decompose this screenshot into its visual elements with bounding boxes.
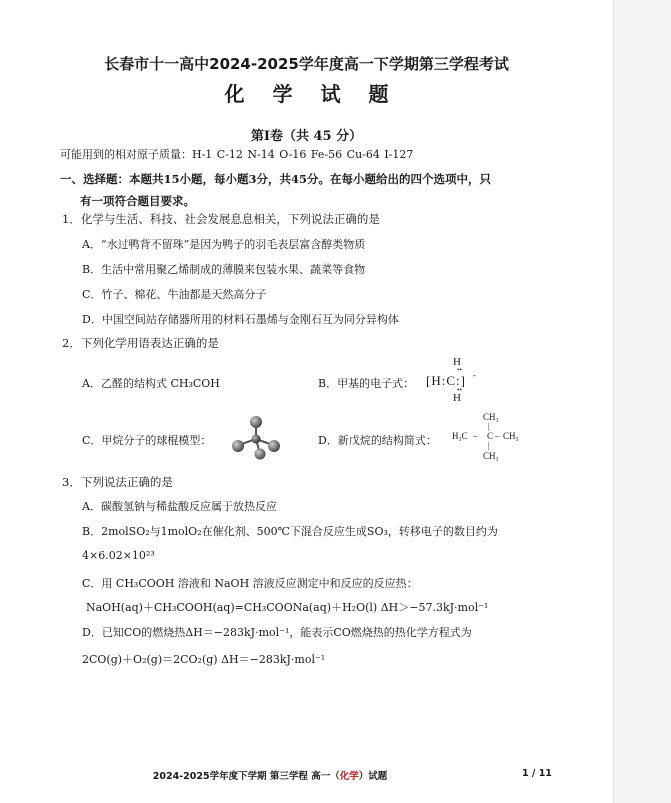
footer-subject: 化学	[339, 771, 359, 782]
viewer-side-panel	[613, 0, 671, 803]
methyl-mid: [H:C:]	[426, 373, 466, 388]
q3-option-c-line1: C．用 CH₃COOH 溶液和 NaOH 溶液反应测定中和反应的反应热：	[82, 577, 418, 590]
atomic-masses: 可能用到的相对原子质量：H-1 C-12 N-14 O-16 Fe-56 Cu-64 I-127	[60, 148, 414, 161]
part1-instructions-line1: 一、选择题：本题共15小题，每小题3分，共45分。在每小题给出的四个选项中，只	[60, 172, 492, 186]
bond-vertical-bottom: |	[488, 441, 490, 450]
q3-option-b-line1: B．2molSO₂与1molO₂在催化剂、500℃下混合反应生成SO₃，转移电子的数目约为	[82, 525, 498, 538]
q3-option-b-line2: 4×6.02×10²³	[82, 549, 155, 562]
q3-option-a: A．碳酸氢钠与稀盐酸反应属于放热反应	[82, 500, 277, 513]
bond-vertical-top: |	[488, 422, 490, 431]
footer-suffix: ）试题	[358, 771, 388, 782]
neopentane-top: CH₃	[483, 412, 499, 422]
hydrogen-atom	[232, 440, 244, 452]
methyl-h-bottom: H	[453, 392, 461, 404]
bond-left: –	[473, 431, 478, 441]
q2-option-c: C．甲烷分子的球棍模型：	[82, 434, 212, 447]
q1-option-b: B．生活中常用聚乙烯制成的薄膜来包装水果、蔬菜等食物	[82, 263, 366, 276]
q3-option-d-line1: D．已知CO的燃烧热ΔH＝−283kJ·mol⁻¹，能表示CO燃烧热的热化学方程式为	[82, 626, 472, 639]
neopentane-structure	[452, 412, 532, 464]
hydrogen-atom	[250, 416, 262, 428]
q1-option-a: A．“水过鸭背不留珠”是因为鸭子的羽毛表层富含醇类物质	[82, 238, 366, 251]
q2-option-a: A．乙醛的结构式 CH₃COH	[82, 377, 220, 390]
q2-option-b: B．甲基的电子式：	[318, 377, 415, 390]
section-heading: 第Ⅰ卷（共 45 分）	[250, 129, 363, 144]
footer-prefix: 2024-2025学年度下学期 第三学程 高一（	[152, 771, 340, 782]
methyl-charge: -	[473, 370, 476, 380]
methyl-electron-formula	[420, 356, 480, 404]
hydrogen-atom	[268, 440, 280, 452]
q1-option-c: C．竹子、棉花、牛油都是天然高分子	[82, 288, 267, 301]
q1-option-d: D．中国空间站存储器所用的材料石墨烯与金刚石互为同分异构体	[82, 313, 399, 326]
q2-stem: 2．下列化学用语表达正确的是	[62, 336, 219, 350]
q3-stem: 3．下列说法正确的是	[62, 475, 173, 489]
neopentane-right: CH₃	[503, 431, 519, 441]
page-footer	[0, 768, 540, 782]
neopentane-center: C	[487, 431, 494, 441]
electron-dot-pair-bottom: ••	[457, 386, 462, 394]
q2-option-d: D．新戊烷的结构简式：	[318, 434, 437, 447]
exam-subtitle: 化学试题	[224, 82, 417, 106]
part1-instructions-line2: 有一项符合题目要求。	[80, 194, 195, 208]
methyl-h-top: H	[453, 356, 461, 368]
bond-right: –	[495, 431, 500, 441]
methane-ball-stick-model	[230, 416, 282, 460]
page-number: 1 / 11	[522, 768, 552, 779]
q1-stem: 1．化学与生活、科技、社会发展息息相关，下列说法正确的是	[62, 212, 380, 226]
hydrogen-atom	[255, 449, 266, 460]
electron-dot-pair-top: ••	[457, 366, 462, 374]
carbon-atom	[252, 435, 261, 444]
q3-option-c-line2: NaOH(aq)＋CH₃COOH(aq)=CH₃COONa(aq)＋H₂O(l) ΔH＞−57.3kJ·mol⁻¹	[86, 601, 489, 614]
neopentane-bottom: CH₃	[483, 451, 499, 461]
exam-title: 长春市十一高中2024-2025学年度高一下学期第三学程考试	[104, 55, 509, 73]
neopentane-left: H₃C	[452, 431, 468, 441]
q3-option-d-line2: 2CO(g)＋O₂(g)＝2CO₂(g) ΔH＝−283kJ·mol⁻¹	[82, 653, 326, 666]
